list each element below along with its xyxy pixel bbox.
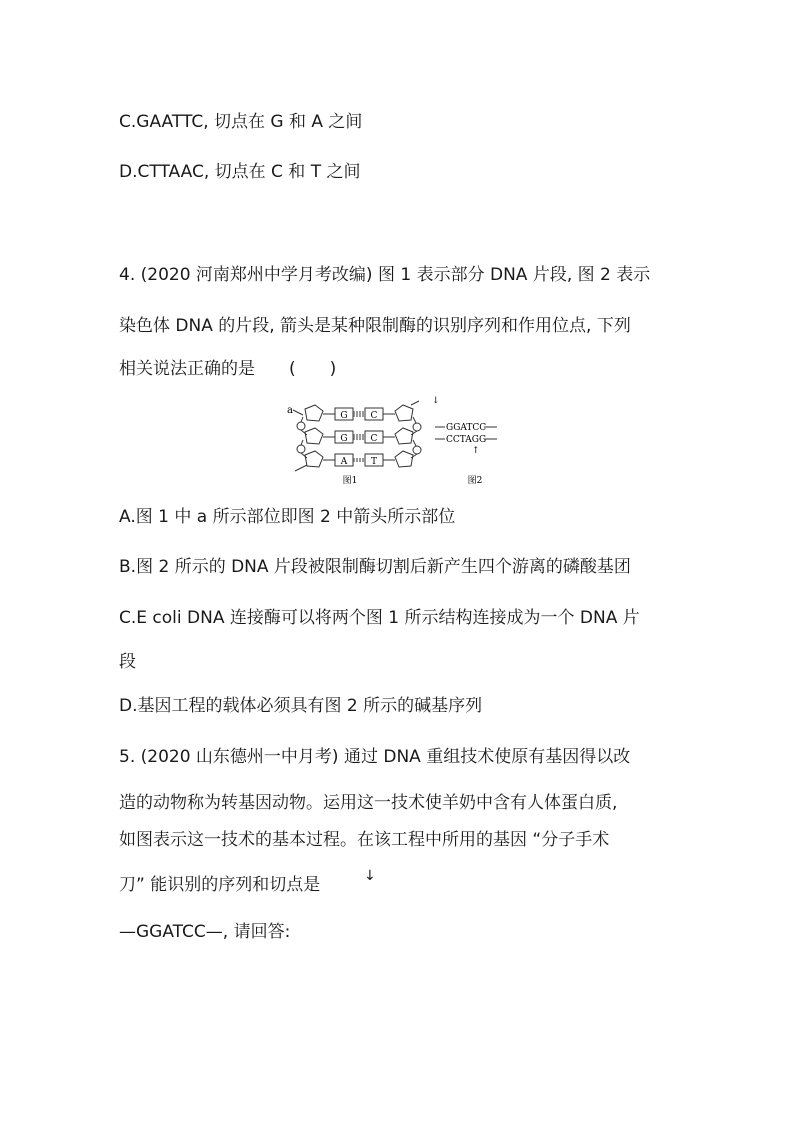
sugar-right-3 bbox=[395, 451, 413, 467]
q5-stem-line4: 刀” 能识别的序列和切点是 bbox=[119, 875, 321, 895]
fig2-arrow-bottom: ↑ bbox=[472, 446, 480, 456]
q4-stem-line2: 染色体 DNA 的片段, 箭头是某种限制酶的识别序列和作用位点, 下列 bbox=[119, 316, 631, 336]
q4-stem-line3: 相关说法正确的是 ( ) bbox=[119, 359, 337, 379]
base-left-3: A bbox=[340, 457, 348, 467]
q5-stem-line5: —GGATCC—, 请回答: bbox=[119, 922, 291, 942]
base-right-2: C bbox=[370, 434, 378, 444]
figure-1-caption: 图1 bbox=[342, 476, 358, 486]
sugar-right-1 bbox=[395, 405, 413, 421]
figure-2-caption: 图2 bbox=[467, 476, 483, 486]
q5-stem-line3: 如图表示这一技术的基本过程。在该工程中所用的基因 “分子手术 bbox=[119, 830, 610, 850]
figure-2 bbox=[432, 396, 497, 486]
q5-stem-line2: 造的动物称为转基因动物。运用这一技术使羊奶中含有人体蛋白质, bbox=[119, 793, 618, 813]
q5-stem-line1: 5. (2020 山东德州一中月考) 通过 DNA 重组技术使原有基因得以改 bbox=[119, 747, 631, 767]
option-d-prev: D.CTTAAC, 切点在 C 和 T 之间 bbox=[119, 162, 361, 182]
fig2-arrow-top: ↓ bbox=[432, 396, 440, 406]
phosphate-left-2 bbox=[297, 445, 305, 453]
label-a: a bbox=[287, 405, 293, 416]
q4-option-b: B.图 2 所示的 DNA 片段被限制酶切割后新产生四个游离的磷酸基团 bbox=[119, 557, 631, 577]
q4-option-d: D.基因工程的载体必须具有图 2 所示的碱基序列 bbox=[119, 696, 483, 716]
base-right-1: C bbox=[370, 411, 378, 421]
q4-option-c-line1: C.E coli DNA 连接酶可以将两个图 1 所示结构连接成为一个 DNA 片 bbox=[119, 608, 640, 628]
sugar-right-2 bbox=[395, 428, 413, 444]
base-left-2: G bbox=[340, 434, 348, 444]
phosphate-right-1 bbox=[413, 423, 421, 431]
phosphate-right-2 bbox=[413, 446, 421, 454]
fig2-seq-top: GGATCC bbox=[446, 423, 487, 433]
phosphate-left-1 bbox=[297, 422, 305, 430]
figure-1 bbox=[287, 401, 421, 486]
base-left-1: G bbox=[340, 411, 348, 421]
q4-figure bbox=[285, 395, 525, 487]
q4-option-c-line2: 段 bbox=[119, 652, 136, 672]
q5-cut-arrow: ↓ bbox=[364, 868, 376, 884]
sugar-left-1 bbox=[305, 405, 323, 421]
fig2-seq-bottom: CCTAGG bbox=[446, 435, 487, 445]
sugar-left-3 bbox=[305, 451, 323, 467]
q4-option-a: A.图 1 中 a 所示部位即图 2 中箭头所示部位 bbox=[119, 507, 456, 527]
option-c-prev: C.GAATTC, 切点在 G 和 A 之间 bbox=[119, 112, 363, 132]
base-right-3: T bbox=[370, 457, 378, 467]
q4-stem-line1: 4. (2020 河南郑州中学月考改编) 图 1 表示部分 DNA 片段, 图 2 表示 bbox=[119, 265, 651, 285]
sugar-left-2 bbox=[305, 428, 323, 444]
